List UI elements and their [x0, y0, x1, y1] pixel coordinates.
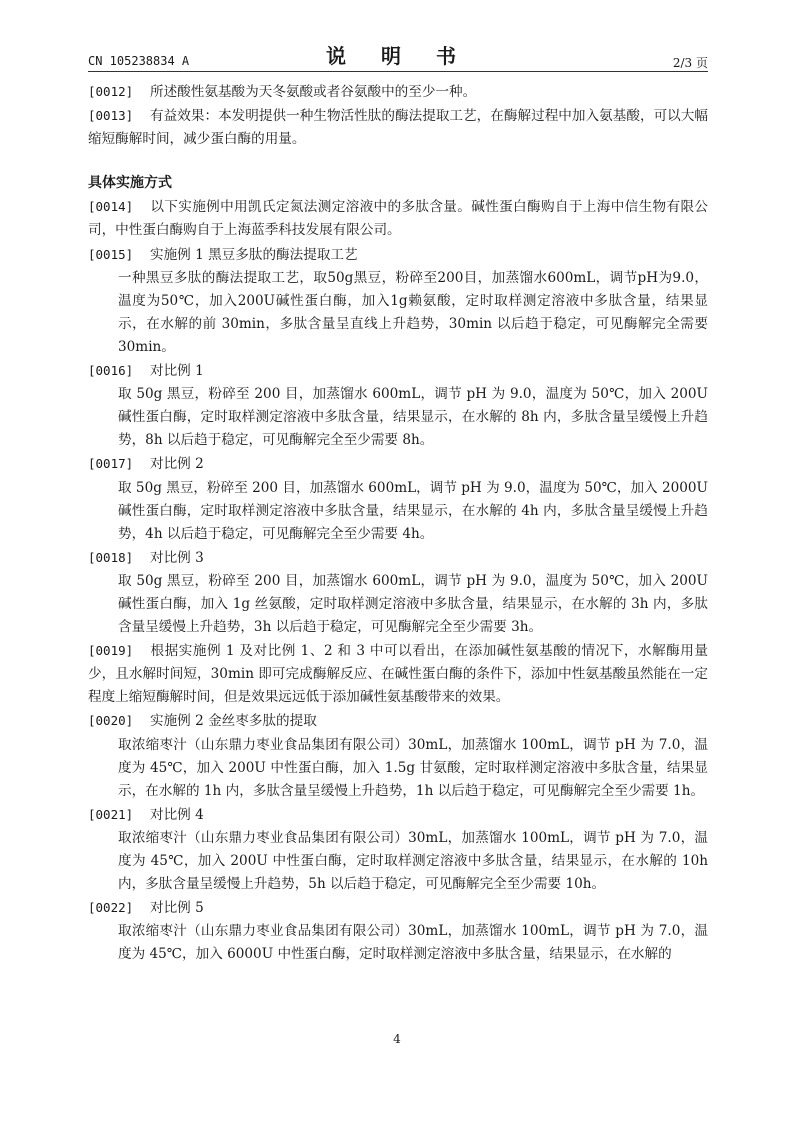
paragraph-number: [0022] — [88, 900, 134, 916]
page-header — [88, 40, 708, 68]
paragraph-body — [88, 734, 708, 803]
paragraph-0016 — [88, 359, 708, 383]
paragraph-heading: 对比例 4 — [150, 806, 204, 823]
paragraph-0022 — [88, 896, 708, 920]
paragraph-text: 一种黑豆多肽的酶法提取工艺，取50g黑豆，粉碎至200目，加蒸馏水600mL，调节pH为9.0，温度为50℃，加入200U碱性蛋白酶，加入1g赖氨酸，定时取样测定溶液中多肽含量，结果显示，在水解的前 30min，多肽含量呈直线上升趋势，30min 以后趋于稳定，可见酶解完全需要 30min。 — [118, 269, 708, 355]
paragraph-number: [0012] — [88, 84, 134, 99]
paragraph-text: 取浓缩枣汁（山东鼎力枣业食品集团有限公司）30mL，加蒸馏水 100mL，调节 pH 为 7.0，温度为 45℃，加入 6000U 中性蛋白酶，定时取样测定溶液中多肽含量，结果显示，在水解的 — [118, 923, 708, 963]
page-title: 说 明 书 — [326, 44, 470, 68]
paragraph-text: 以下实施例中用凯氏定氮法测定溶液中的多肽含量。碱性蛋白酶购自于上海中信生物有限公司，中性蛋白酶购自于上海蓝季科技发展有限公司。 — [88, 199, 708, 239]
paragraph-body — [88, 827, 708, 896]
paragraph-number: [0016] — [88, 363, 134, 379]
paragraph-heading: 对比例 2 — [150, 456, 204, 473]
paragraph-heading: 对比例 3 — [150, 549, 204, 566]
paragraph-text: 有益效果：本发明提供一种生物活性肽的酶法提取工艺，在酶解过程中加入氨基酸，可以大幅缩短酶解时间，减少蛋白酶的用量。 — [88, 108, 708, 148]
paragraph-number: [0020] — [88, 713, 134, 729]
paragraph-number: [0019] — [88, 643, 134, 659]
paragraph-body — [88, 383, 708, 452]
paragraph-body — [88, 570, 708, 639]
paragraph-text: 取 50g 黑豆，粉碎至 200 目，加蒸馏水 600mL，调节 pH 为 9.0，温度为 50℃，加入 2000U 碱性蛋白酶，定时取样测定溶液中多肽含量，结果显示，在水解的 4h 内，多肽含量呈缓慢上升趋势，4h 以后趋于稳定，可见酶解完全至少需要 4h。 — [118, 479, 708, 542]
paragraph-number: [0014] — [88, 199, 134, 215]
paragraph-number: [0017] — [88, 456, 134, 472]
paragraph-0012 — [88, 80, 708, 104]
paragraph-heading: 实施例 1 黑豆多肽的酶法提取工艺 — [150, 246, 358, 263]
paragraph-text: 取 50g 黑豆，粉碎至 200 目，加蒸馏水 600mL，调节 pH 为 9.0，温度为 50℃，加入 200U 碱性蛋白酶，加入 1g 丝氨酸，定时取样测定溶液中多肽含量，结果显示，在水解的 3h 内，多肽含量呈缓慢上升趋势，3h 以后趋于稳定，可见酶解完全至少需要 3h。 — [118, 572, 708, 636]
paragraph-heading: 实施例 2 金丝枣多肽的提取 — [150, 713, 317, 730]
page-info: 2/3 页 — [672, 56, 708, 70]
paragraph-body — [88, 267, 708, 359]
paragraph-0015 — [88, 243, 708, 267]
paragraph-text: 取 50g 黑豆，粉碎至 200 目，加蒸馏水 600mL，调节 pH 为 9.0，温度为 50℃，加入 200U 碱性蛋白酶，定时取样测定溶液中多肽含量，结果显示，在水解的 8h 内，多肽含量呈缓慢上升趋势，8h 以后趋于稳定，可见酶解完全至少需要 8h。 — [118, 386, 708, 449]
section-title: 具体实施方式 — [88, 175, 172, 192]
paragraph-0013 — [88, 104, 708, 151]
paragraph-0014 — [88, 195, 708, 242]
paragraph-number: [0018] — [88, 549, 134, 565]
paragraph-heading: 对比例 1 — [150, 363, 204, 380]
document-body — [88, 80, 708, 966]
paragraph-0021 — [88, 803, 708, 827]
page-number: 4 — [393, 1032, 401, 1046]
paragraph-body — [88, 477, 708, 546]
doc-number: CN 105238834 A — [88, 54, 190, 68]
paragraph-0019 — [88, 639, 708, 709]
paragraph-0018 — [88, 546, 708, 570]
paragraph-number: [0015] — [88, 246, 134, 262]
header-rule — [88, 71, 708, 72]
paragraph-text: 取浓缩枣汁（山东鼎力枣业食品集团有限公司）30mL，加蒸馏水 100mL，调节 pH 为 7.0，温度为 45℃，加入 200U 中性蛋白酶，定时取样测定溶液中多肽含量，结果显示，在水解的 10h 内，多肽含量呈缓慢上升趋势，5h 以后趋于稳定，可见酶解完全至少需要 10h。 — [118, 829, 708, 893]
paragraph-text: 根据实施例 1 及对比例 1、2 和 3 中可以看出，在添加碱性氨基酸的情况下，水解酶用量少，且水解时间短，30min 即可完成酶解反应、在碱性蛋白酶的条件下，添加中性氨基酸虽然能在一定程度上缩短酶解时间，但是效果远远低于添加碱性氨基酸带来的效果。 — [88, 643, 708, 706]
paragraph-text: 取浓缩枣汁（山东鼎力枣业食品集团有限公司）30mL，加蒸馏水 100mL，调节 pH 为 7.0，温度为 45℃，加入 200U 中性蛋白酶，加入 1.5g 甘氨酸，定时取样测定溶液中多肽含量，结果显示，在水解的 1h 内，多肽含量呈缓慢上升趋势，1h 以后趋于稳定，可见酶解完全至少需要 1h。 — [118, 736, 708, 799]
paragraph-0017 — [88, 452, 708, 476]
paragraph-number: [0021] — [88, 806, 134, 822]
paragraph-heading: 对比例 5 — [150, 900, 204, 917]
paragraph-0020 — [88, 709, 708, 733]
paragraph-number: [0013] — [88, 108, 134, 124]
paragraph-body — [88, 920, 708, 966]
paragraph-text: 所述酸性氨基酸为天冬氨酸或者谷氨酸中的至少一种。 — [150, 84, 477, 100]
